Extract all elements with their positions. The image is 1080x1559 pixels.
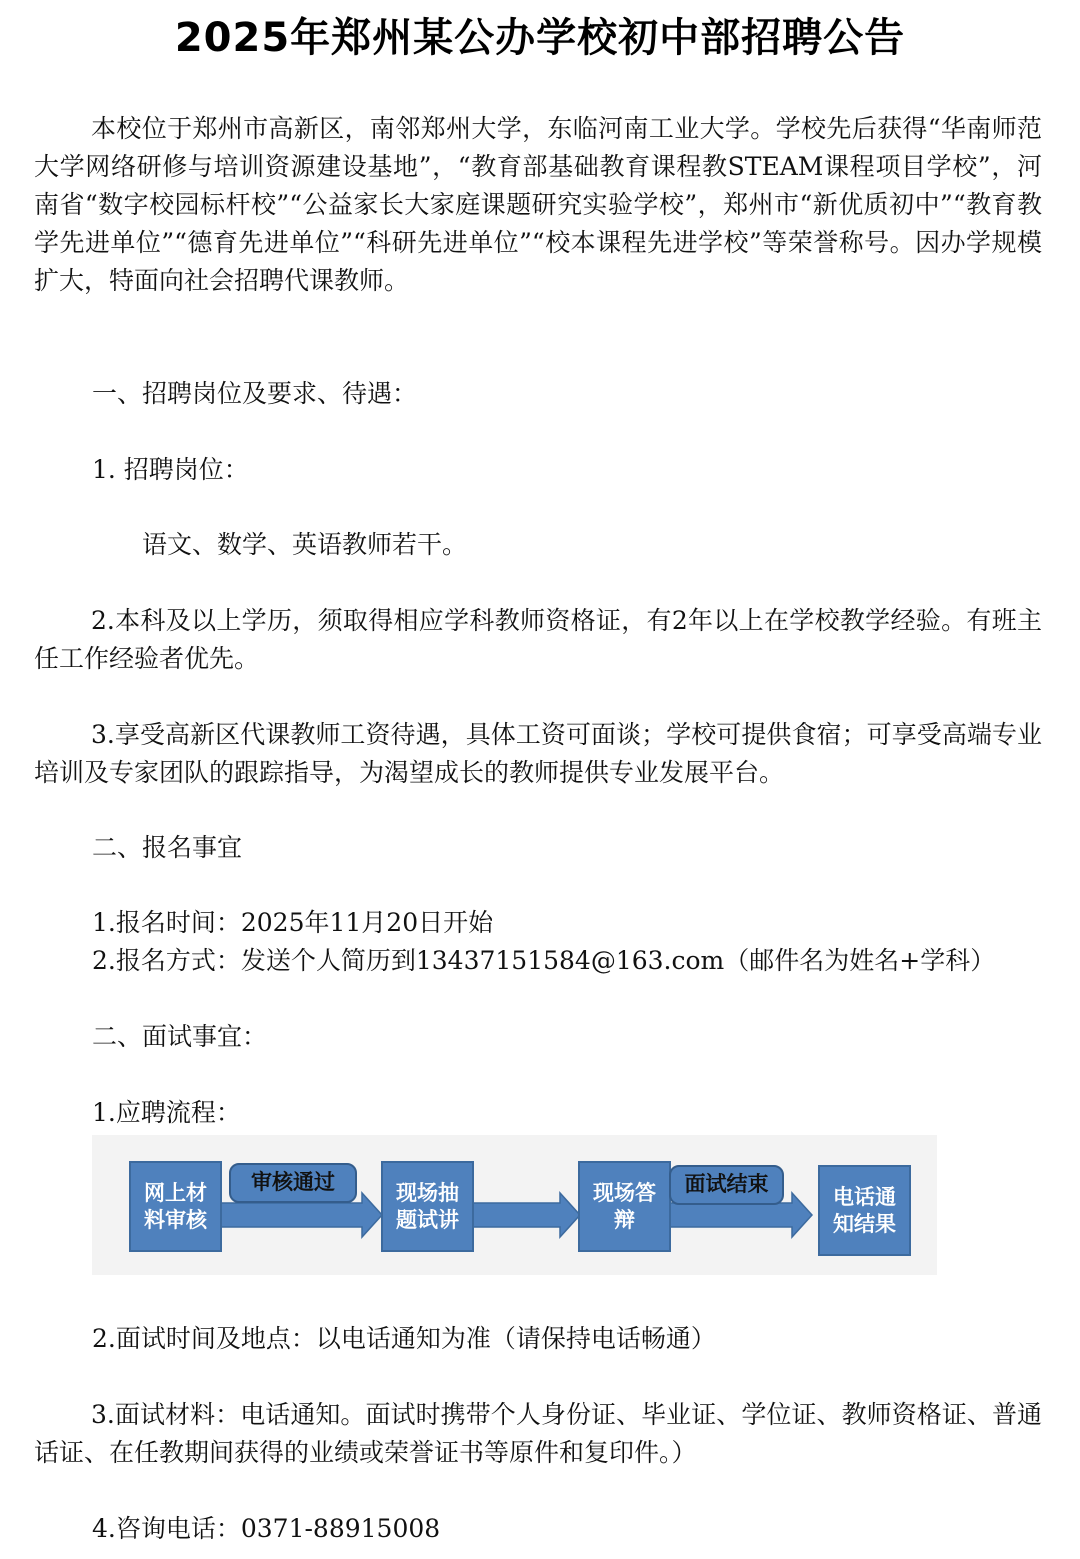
arrow-2 [472,1193,580,1237]
page-title: 2025年郑州某公办学校初中部招聘公告 [174,15,906,61]
registration-time: 1.报名时间：2025年11月20日开始 [92,908,494,937]
intro-paragraph: 本校位于郑州市高新区，南邻郑州大学，东临河南工业大学。学校先后获得“华南师范大学网络研修与培训资源建设基地”，“教育部基础教育课程教STEAM课程项目学校”，河南省“数字校园标杆校”“公益家长大家庭课题研究实验学校”，郑州市“新优质初中”“教育教学先进单位”“德育先进单位”“科研先进单位”“校本课程先进学校”等荣誉称号。因办学规模扩大，特面向社会招聘代课教师。 [34,114,1042,295]
section1-heading: 一、招聘岗位及要求、待遇： [92,379,418,408]
requirement-paragraph: 2.本科及以上学历，须取得相应学科教师资格证，有2年以上在学校教学经验。有班主任工作经验者优先。 [34,606,1042,673]
benefit-paragraph: 3.享受高新区代课教师工资待遇，具体工资可面谈；学校可提供食宿；可享受高端专业培训及专家团队的跟踪指导，为渴望成长的教师提供专业发展平台。 [34,720,1042,787]
flow-step-1: 网上材料审核 [129,1161,222,1252]
registration-method: 2.报名方式：发送个人简历到13437151584@163.com（邮件名为姓名+学科） [92,946,996,975]
flow-tag-2: 面试结束 [669,1165,784,1205]
flow-step-3: 现场答辩 [578,1161,671,1252]
interview-materials: 3.面试材料：电话通知。面试时携带个人身份证、毕业证、学位证、教师资格证、普通话证、在任教期间获得的业绩或荣誉证书等原件和复印件。） [34,1400,1042,1467]
position-detail: 语文、数学、英语教师若干。 [142,530,468,559]
interview-time-place: 2.面试时间及地点：以电话通知为准（请保持电话畅通） [92,1324,716,1353]
flow-tag-1: 审核通过 [229,1163,357,1203]
process-label: 1.应聘流程： [92,1098,241,1127]
position-label: 1. 招聘岗位： [92,455,249,484]
section2-heading: 二、报名事宜 [92,833,243,862]
application-flowchart [92,1135,937,1275]
flow-step-2: 现场抽题试讲 [381,1161,474,1252]
contact-phone: 4.咨询电话：0371-88915008 [92,1514,441,1543]
section3-heading: 二、面试事宜： [92,1022,268,1051]
flow-step-4: 电话通知结果 [818,1165,911,1256]
